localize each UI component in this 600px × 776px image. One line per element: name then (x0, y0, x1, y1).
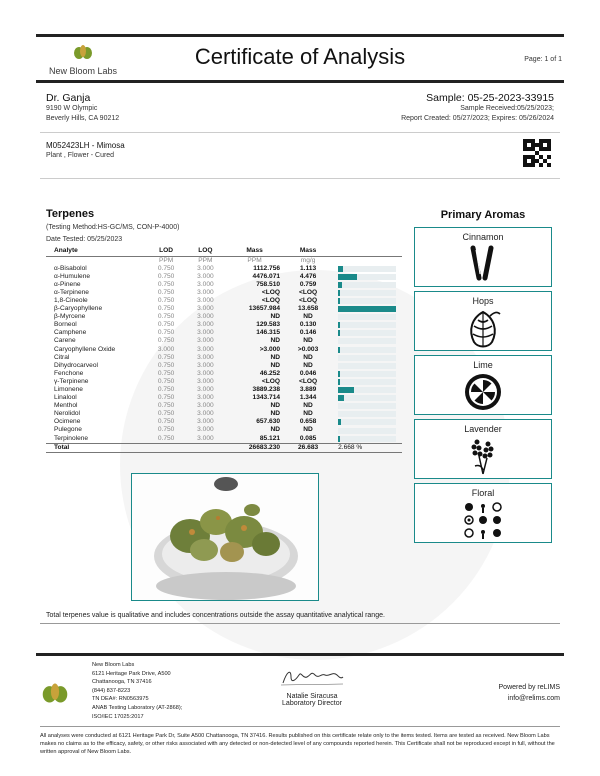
mass-mgg-cell: 0.658 (299, 418, 317, 426)
total-lod (146, 443, 185, 452)
divider (40, 623, 560, 624)
divider (40, 178, 560, 179)
total-mgg: 26.683 (284, 443, 332, 452)
table-row (46, 337, 402, 345)
lod-cell: 0.750 (157, 305, 175, 313)
loq-cell: 3.000 (197, 272, 214, 280)
mass-ppm-cell: ND (270, 410, 281, 418)
lod-cell: 0.750 (157, 410, 175, 418)
analyte-cell: Terpinolene (54, 434, 89, 442)
lod-cell: 0.750 (157, 353, 175, 361)
level-bar-track (338, 419, 396, 425)
analyte-cell: Caryophyllene Oxide (54, 345, 116, 353)
cannabis-flower-image (132, 474, 319, 601)
level-bar-track (338, 282, 396, 288)
loq-cell: 3.000 (197, 353, 214, 361)
lod-cell: 0.750 (157, 329, 175, 337)
mass-ppm-cell: <LOQ (261, 296, 281, 304)
mass-ppm-cell: ND (270, 337, 281, 345)
footer-logo (40, 682, 70, 709)
lab-contact-block (92, 661, 182, 721)
page-number: Page: 1 of 1 (524, 56, 562, 63)
header-top-rule (36, 34, 564, 37)
level-bar-track (338, 298, 396, 304)
unit-mass-mgg: mg/g (300, 256, 316, 264)
lab-contact-line: Chattanooga, TN 37416 (92, 679, 152, 686)
powered-by-email[interactable]: info@relims.com (507, 695, 560, 702)
mass-ppm-cell: >3.000 (259, 345, 281, 353)
loq-cell: 3.000 (197, 402, 214, 410)
table-row (46, 321, 402, 329)
aroma-card-hops (414, 291, 552, 351)
aroma-label: Lime (473, 360, 493, 370)
footer-top-rule (36, 653, 564, 656)
report-dates: Report Created: 05/27/2023; Expires: 05/26/2024 (401, 115, 554, 122)
divider (40, 726, 560, 727)
table-row (46, 297, 402, 305)
analyte-cell: Limonene (54, 386, 83, 393)
lab-contact-line: New Bloom Labs (92, 662, 135, 668)
table-row (46, 394, 402, 402)
total-loq (186, 443, 225, 452)
loq-cell: 3.000 (197, 426, 214, 434)
analyte-cell: α-Humulene (54, 272, 91, 280)
column-header-loq: LOQ (186, 246, 225, 256)
loq-cell: 3.000 (197, 377, 214, 385)
aroma-card-lavender (414, 419, 552, 479)
signer-title: Laboratory Director (282, 700, 342, 707)
signature-block (262, 667, 362, 707)
terpenes-table (46, 246, 402, 453)
mass-mgg-cell: 0.046 (299, 369, 317, 377)
level-bar-track (338, 371, 396, 377)
mass-mgg-cell: ND (303, 402, 313, 410)
sample-id: Sample: 05-25-2023-33915 (426, 92, 554, 104)
mass-ppm-cell: 46.252 (259, 369, 281, 377)
signature-image (277, 667, 347, 687)
loq-cell: 3.000 (197, 288, 214, 296)
analyte-cell: γ-Terpinene (54, 377, 89, 385)
analyte-cell: β-Myrcene (54, 313, 86, 321)
level-bar-fill (338, 379, 340, 385)
lod-cell: 0.750 (157, 402, 175, 410)
level-bar-track (338, 387, 396, 393)
level-bar-track (338, 314, 396, 320)
lod-cell: 0.750 (157, 377, 175, 385)
level-bar-track (338, 322, 396, 328)
total-row (46, 443, 402, 452)
lod-cell: 0.750 (157, 394, 175, 402)
loq-cell: 3.000 (197, 386, 214, 393)
lod-cell: 0.750 (157, 280, 175, 288)
level-bar-track (338, 379, 396, 385)
lod-cell: 0.750 (157, 418, 175, 426)
hops-icon (462, 308, 504, 350)
lab-contact-line: TN DEA#: RN0563975 (92, 696, 149, 703)
analyte-cell: Dihydrocarveol (54, 361, 98, 369)
level-bar-fill (338, 298, 340, 304)
total-label: Total (46, 443, 146, 452)
table-row (46, 313, 402, 321)
level-bar-track (338, 338, 396, 344)
mass-ppm-cell: ND (270, 361, 281, 369)
table-row (46, 354, 402, 362)
disclaimer: All analyses were conducted at 6121 Heritage Park Dr, Suite A500 Chattanooga, TN 37416. Results published on this certificate relate only to the items tested. Items are tested as received. New Bloom Labs makes no claims as to the efficacy, safety, or other risks associated with any detected or non-detected level of any compounds reported herein. This Certificate shall not be reproduced except in full, without the written approval of New Bloom Labs. (40, 733, 555, 756)
table-row (46, 402, 402, 410)
units-row (46, 256, 402, 265)
lod-cell: 0.750 (157, 369, 175, 377)
mass-mgg-cell: 0.146 (299, 329, 317, 337)
loq-cell: 3.000 (197, 313, 214, 321)
floral-icon (460, 500, 506, 540)
lavender-icon (463, 436, 503, 476)
testing-method: (Testing Method:HS-GC/MS, CON-P-4000) (46, 224, 180, 231)
unit-mass-ppm: PPM (247, 256, 262, 264)
lab-contact-line: 6121 Heritage Park Drive, A500 (92, 670, 171, 677)
loq-cell: 3.000 (197, 434, 214, 442)
lod-cell: 0.750 (157, 288, 175, 296)
mass-mgg-cell: 0.130 (299, 321, 317, 329)
level-bar-track (338, 363, 396, 369)
table-row (46, 362, 402, 370)
mass-ppm-cell: ND (270, 426, 281, 434)
level-bar-track (338, 436, 396, 442)
mass-ppm-cell: ND (270, 402, 281, 410)
loq-cell: 3.000 (197, 321, 214, 329)
level-bar-track (338, 411, 396, 417)
mass-ppm-cell: 146.315 (256, 329, 281, 337)
mass-mgg-cell: <LOQ (299, 377, 318, 385)
aroma-label: Floral (471, 488, 495, 498)
aroma-card-lime (414, 355, 552, 415)
loq-cell: 3.000 (197, 410, 214, 418)
product-name: M052423LH - Mimosa (46, 141, 125, 150)
total-percent: 2.668 % (332, 443, 402, 452)
level-bar-fill (338, 266, 343, 272)
analyte-cell: β-Caryophyllene (54, 305, 103, 313)
level-bar-fill (338, 282, 341, 288)
divider (40, 132, 560, 133)
lab-contact-line: ISO/IEC 17025:2017 (92, 713, 144, 720)
analyte-cell: α-Terpinene (54, 288, 89, 296)
level-bar-fill (338, 436, 340, 442)
level-bar-fill (338, 395, 344, 401)
table-row (46, 329, 402, 337)
unit-lod: PPM (158, 256, 174, 264)
loq-cell: 3.000 (197, 329, 214, 337)
level-bar-fill (338, 371, 340, 377)
loq-cell: 3.000 (197, 305, 214, 313)
powered-by: Powered by reLIMS (498, 684, 560, 691)
header-bottom-rule (36, 80, 564, 83)
aroma-label: Hops (472, 296, 494, 306)
lod-cell: 0.750 (157, 426, 175, 434)
loq-cell: 3.000 (197, 264, 214, 272)
level-bar-fill (338, 387, 354, 393)
mass-mgg-cell: <LOQ (299, 288, 318, 296)
analyte-cell: Nerolidol (54, 410, 81, 418)
terpenes-title: Terpenes (46, 208, 95, 220)
table-row (46, 273, 402, 281)
level-bar-track (338, 330, 396, 336)
mass-mgg-cell: >0.003 (297, 345, 319, 353)
column-header-lod: LOD (146, 246, 185, 256)
level-bar-track (338, 306, 396, 312)
level-bar-track (338, 355, 396, 361)
mass-mgg-cell: 13.658 (297, 305, 319, 313)
mass-ppm-cell: ND (270, 313, 281, 321)
mass-ppm-cell: <LOQ (261, 377, 281, 385)
lod-cell: 0.750 (157, 337, 175, 345)
sample-received: Sample Received:05/25/2023; (460, 105, 554, 112)
document-title: Certificate of Analysis (194, 44, 406, 69)
analyte-cell: Fenchone (54, 369, 84, 377)
aroma-card-floral (414, 483, 552, 543)
sample-block (401, 92, 554, 124)
terpenes-note: Total terpenes value is qualitative and includes concentrations outside the assay quantitative analytical range. (46, 612, 385, 619)
mass-mgg-cell: ND (303, 426, 313, 434)
mass-ppm-cell: 129.583 (256, 321, 281, 329)
loq-cell: 3.000 (197, 394, 214, 402)
table-row (46, 378, 402, 386)
loq-cell: 3.000 (197, 369, 214, 377)
client-address-line2: Beverly Hills, CA 90212 (46, 115, 120, 122)
aroma-label: Cinnamon (462, 232, 504, 242)
level-bar-track (338, 274, 396, 280)
client-address-line1: 9190 W Olympic (46, 105, 98, 112)
analyte-cell: 1,8-Cineole (54, 296, 88, 304)
analyte-cell: Linalool (54, 394, 77, 402)
cinnamon-icon (465, 244, 501, 282)
lime-icon (463, 372, 503, 412)
client-name: Dr. Ganja (46, 92, 91, 104)
primary-aromas-title: Primary Aromas (440, 209, 526, 221)
table-header-row (46, 246, 402, 256)
loq-cell: 3.000 (197, 280, 214, 288)
lod-cell: 0.750 (157, 313, 175, 321)
level-bar-fill (338, 322, 340, 328)
loq-cell: 3.000 (197, 361, 214, 369)
qr-code[interactable] (523, 139, 551, 167)
level-bar-track (338, 347, 396, 353)
lod-cell: 0.750 (157, 361, 175, 369)
loq-cell: 3.000 (197, 337, 214, 345)
signer-name: Natalie Siracusa (286, 693, 338, 700)
level-bar-fill (338, 274, 357, 280)
lod-cell: 0.750 (157, 386, 175, 393)
mass-ppm-cell: 758.510 (256, 280, 281, 288)
product-type: Plant , Flower - Cured (46, 152, 115, 159)
table-row (46, 305, 402, 313)
lod-cell: 0.750 (157, 321, 175, 329)
mass-mgg-cell: ND (303, 313, 313, 321)
analyte-cell: α-Pinene (54, 280, 81, 288)
analyte-cell: Menthol (54, 402, 78, 410)
mass-ppm-cell: 4476.071 (252, 272, 281, 280)
analyte-cell: α-Bisabolol (54, 264, 87, 272)
analyte-cell: Borneol (54, 321, 77, 329)
mass-mgg-cell: ND (303, 410, 313, 418)
mass-mgg-cell: ND (303, 353, 313, 361)
mass-ppm-cell: 657.630 (256, 418, 281, 426)
analyte-cell: Camphene (54, 329, 87, 337)
analyte-cell: Pulegone (54, 426, 82, 434)
analyte-cell: Citral (54, 353, 70, 361)
level-bar-track (338, 290, 396, 296)
mass-mgg-cell: ND (303, 337, 313, 345)
mass-ppm-cell: <LOQ (261, 288, 281, 296)
analyte-cell: Ocimene (54, 418, 81, 426)
column-header-bar (332, 246, 402, 256)
mass-mgg-cell: 0.085 (299, 434, 317, 442)
date-tested: Date Tested: 05/25/2023 (46, 236, 123, 243)
mass-ppm-cell: 1343.714 (252, 394, 281, 402)
table-row (46, 386, 402, 394)
lod-cell: 3.000 (157, 345, 175, 353)
column-header-mass-mgg: Mass (284, 246, 332, 256)
level-bar-track (338, 266, 396, 272)
lod-cell: 0.750 (157, 264, 175, 272)
level-bar-fill (338, 347, 340, 353)
client-block (46, 92, 119, 124)
table-row (46, 435, 402, 444)
table-row (46, 426, 402, 434)
aroma-label: Lavender (464, 424, 502, 434)
loq-cell: 3.000 (197, 418, 214, 426)
mass-mgg-cell: 1.113 (300, 264, 317, 272)
total-ppm: 26683.230 (225, 443, 284, 452)
level-bar-fill (338, 419, 341, 425)
mass-mgg-cell: ND (303, 361, 313, 369)
level-bar-track (338, 428, 396, 434)
level-bar-track (338, 395, 396, 401)
powered-by-block (499, 682, 560, 704)
mass-mgg-cell: 1.344 (299, 394, 317, 402)
table-row (46, 289, 402, 297)
aroma-card-cinnamon (414, 227, 552, 287)
level-bar-fill (338, 306, 396, 312)
level-bar-fill (338, 330, 340, 336)
level-bar-fill (338, 290, 340, 296)
lod-cell: 0.750 (157, 434, 175, 442)
mass-ppm-cell: 85.121 (259, 434, 281, 442)
mass-mgg-cell: 3.889 (299, 386, 317, 393)
mass-mgg-cell: <LOQ (299, 296, 318, 304)
footer-logo-icon (40, 682, 70, 704)
column-header-mass-ppm: Mass (225, 246, 284, 256)
product-block (46, 141, 125, 159)
lod-cell: 0.750 (157, 296, 175, 304)
sample-photo (131, 473, 319, 601)
table-row (46, 370, 402, 378)
loq-cell: 3.000 (197, 345, 214, 353)
mass-mgg-cell: 4.476 (299, 272, 317, 280)
mass-ppm-cell: 3889.238 (252, 386, 281, 393)
level-bar-track (338, 403, 396, 409)
lab-contact-line: ANAB Testing Laboratory (AT-2868); (92, 704, 183, 711)
unit-analyte (46, 256, 146, 265)
mass-ppm-cell: 1112.756 (253, 264, 281, 272)
mass-mgg-cell: 0.759 (299, 280, 317, 288)
table-row (46, 418, 402, 426)
table-row (46, 265, 402, 273)
table-row (46, 410, 402, 418)
unit-loq: PPM (198, 256, 213, 264)
mass-ppm-cell: 13657.984 (248, 305, 281, 313)
lod-cell: 0.750 (157, 272, 175, 280)
lab-logo-name: New Bloom Labs (48, 66, 118, 76)
table-row (46, 346, 402, 354)
column-header-analyte: Analyte (46, 246, 146, 256)
loq-cell: 3.000 (197, 296, 214, 304)
lab-contact-line: (844) 837-8223 (92, 687, 131, 694)
table-row (46, 281, 402, 289)
analyte-cell: Carene (54, 337, 76, 345)
mass-ppm-cell: ND (270, 353, 281, 361)
